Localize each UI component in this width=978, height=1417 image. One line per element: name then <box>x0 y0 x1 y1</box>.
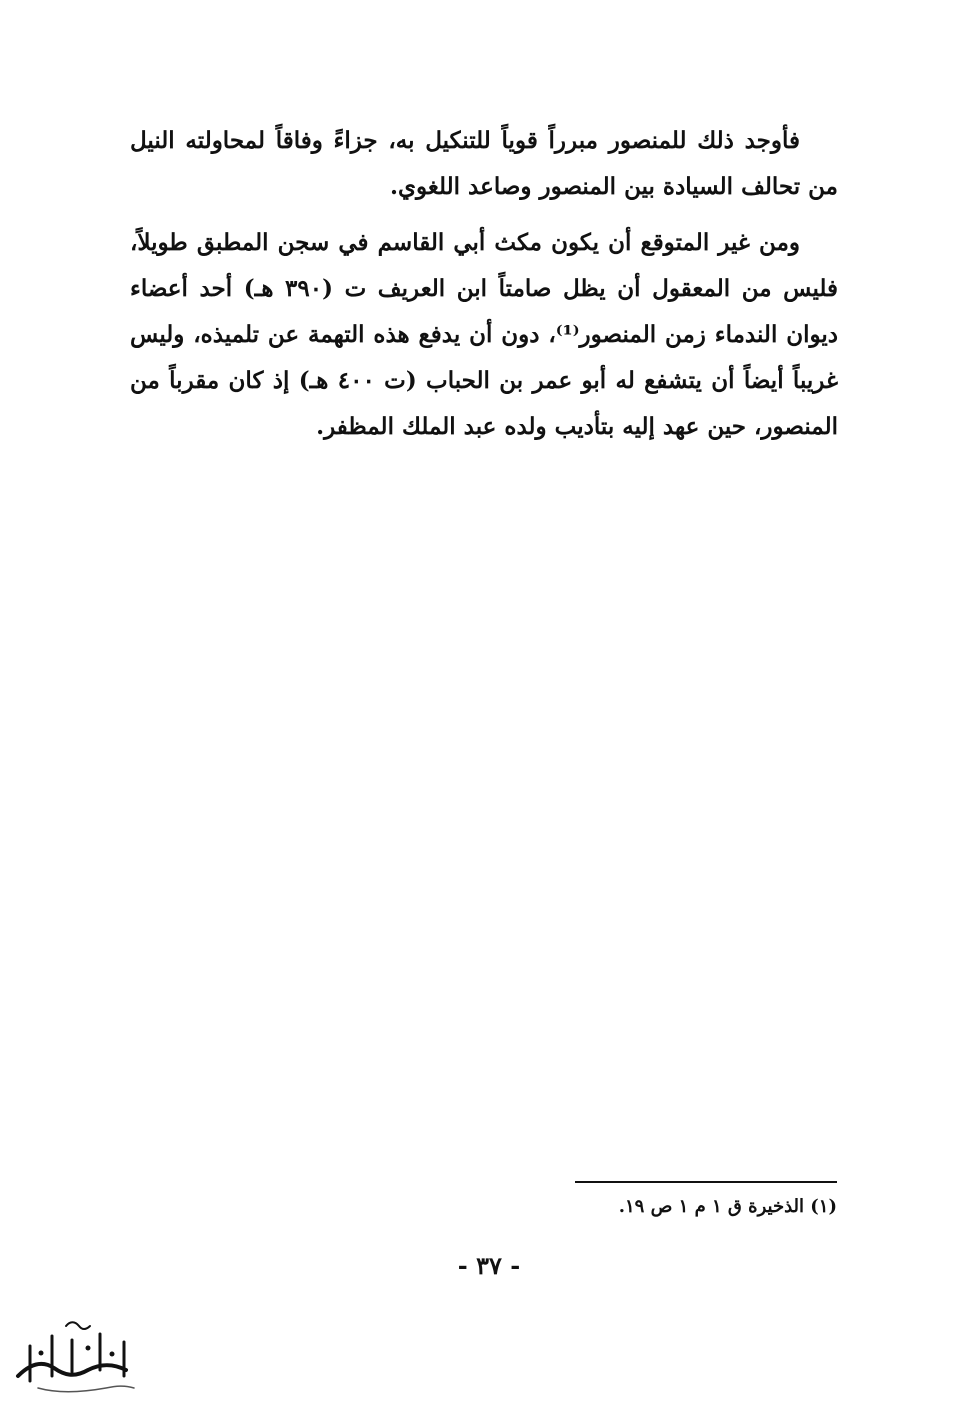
page-number: - ٣٧ - <box>457 1251 521 1280</box>
footnote-divider <box>575 1181 837 1183</box>
body-text <box>130 118 838 450</box>
paragraph-1: فأوجد ذلك للمنصور مبرراً قوياً للتنكيل به، جزاءً وفاقاً لمحاولته النيل من تحالف السيادة بين المنصور وصاعد اللغوي. <box>130 127 838 200</box>
paragraph-2: ومن غير المتوقع أن يكون مكث أبي القاسم في سجن المطبق طويلاً، فليس من المعقول أن يظل صامتاً ابن العريف ت (٣٩٠ هـ) أحد أعضاء ديوان الندماء زمن المنصور⁽¹⁾، دون أن يدفع هذه التهمة عن تلميذه، وليس غريباً أيضاً أن يتشفع له أبو عمر بن الحباب (ت ٤٠٠ هـ) إذ كان مقرباً من المنصور، حين عهد إليه بتأديب ولده عبد الملك المظفر. <box>130 229 838 440</box>
footnote: (١) الذخيرة ق ١ م ١ ص ١٩. <box>618 1196 837 1217</box>
calligraphy-stamp-logo <box>8 1318 148 1400</box>
